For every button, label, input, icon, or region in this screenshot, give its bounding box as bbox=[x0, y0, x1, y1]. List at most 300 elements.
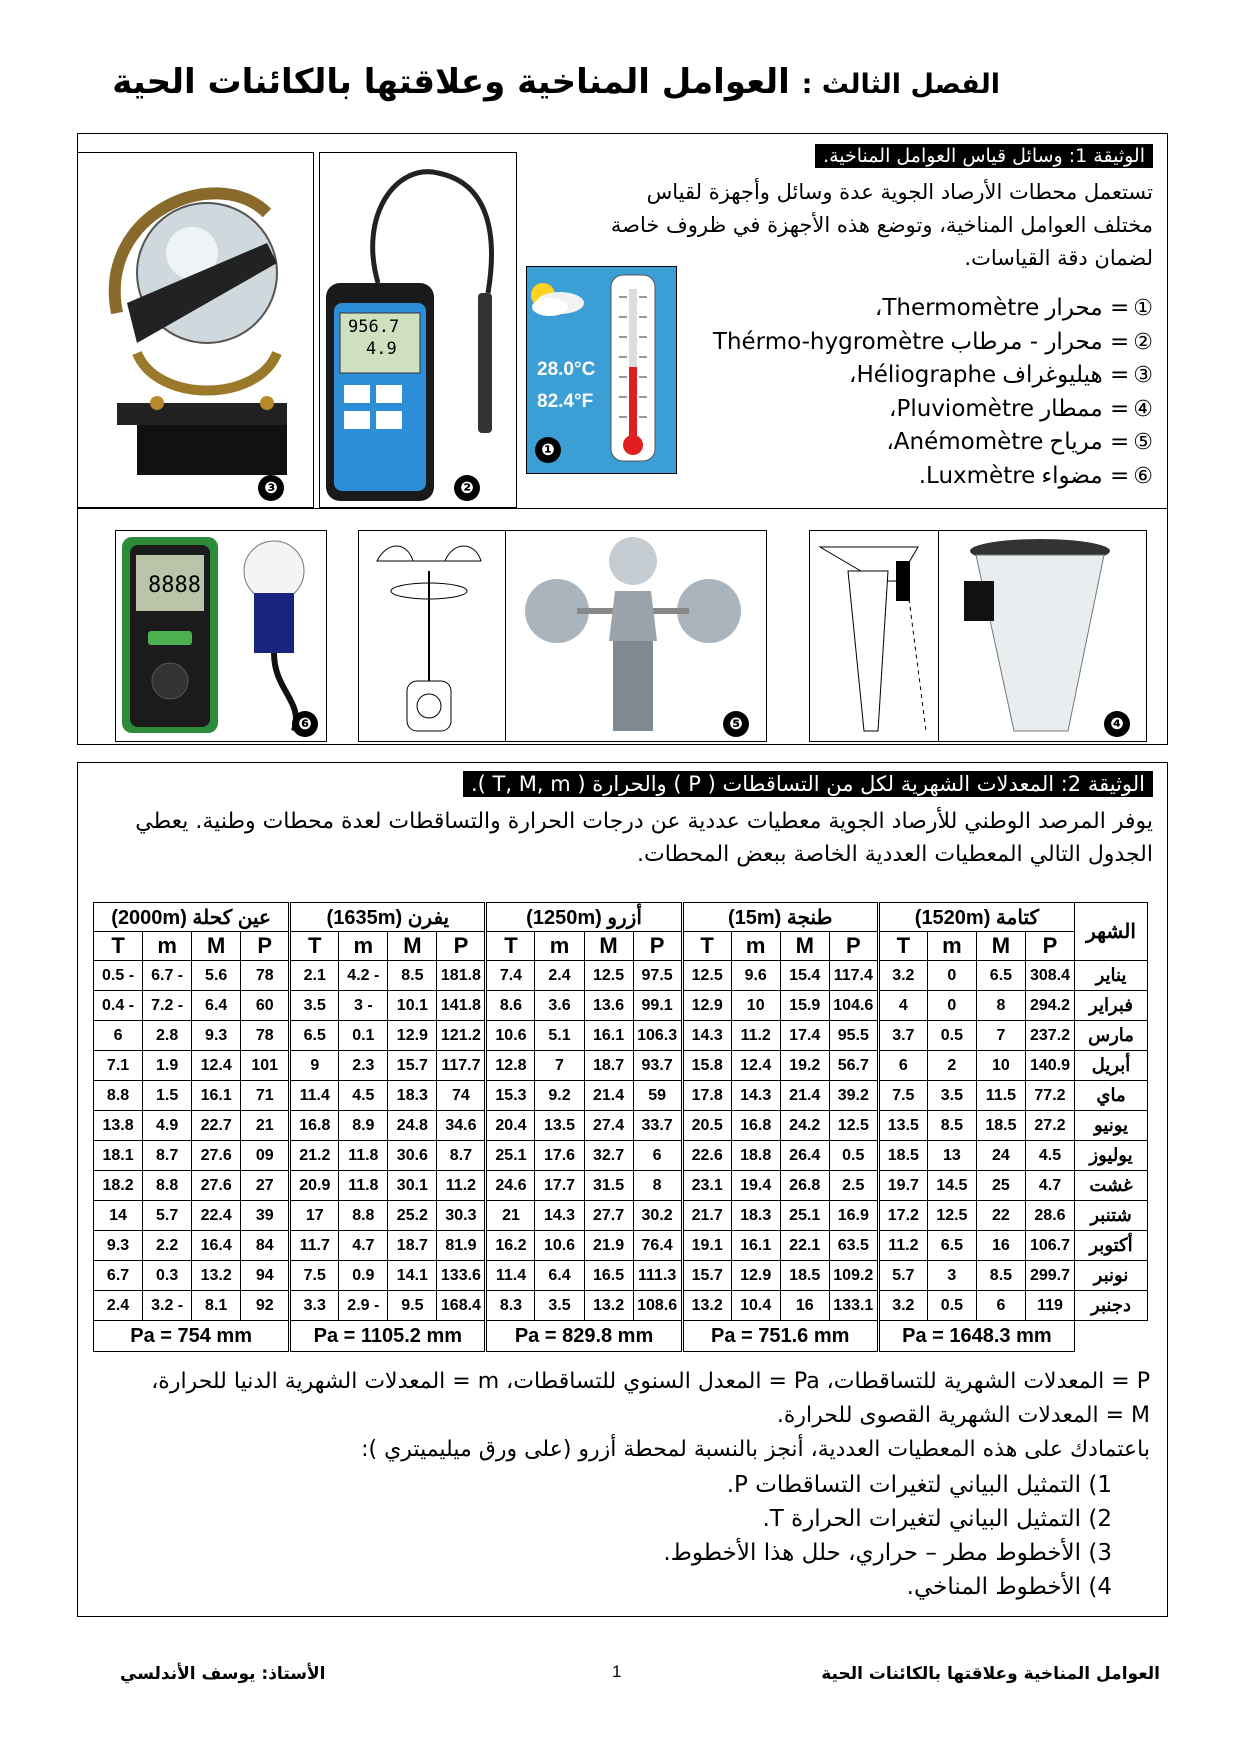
data-cell: 19.1 bbox=[682, 1231, 731, 1261]
footer-teacher: الأستاذ: يوسف الأندلسي bbox=[120, 1664, 326, 1684]
data-cell: 11.2 bbox=[731, 1021, 780, 1051]
data-cell: 63.5 bbox=[829, 1231, 878, 1261]
data-cell: 4 bbox=[878, 991, 927, 1021]
variable-header: m bbox=[143, 932, 192, 961]
variable-header: M bbox=[584, 932, 633, 961]
page-number: 1 bbox=[612, 1662, 622, 1681]
table-row bbox=[94, 1111, 1148, 1141]
data-cell: 12.5 bbox=[584, 961, 633, 991]
badge-5: ❺ bbox=[723, 711, 749, 737]
instrument-punct: ، bbox=[849, 362, 857, 388]
data-cell: 33.7 bbox=[633, 1111, 682, 1141]
data-cell: 12.4 bbox=[731, 1051, 780, 1081]
instrument-french-name: Anémomètre bbox=[893, 429, 1044, 455]
lux-display: 8888 bbox=[148, 573, 201, 598]
data-cell: 3.6 bbox=[535, 991, 584, 1021]
instrument-punct: . bbox=[918, 462, 927, 489]
instrument-arabic-name: = محرار bbox=[1045, 295, 1130, 321]
data-cell: 21.9 bbox=[584, 1231, 633, 1261]
data-cell: 28.6 bbox=[1025, 1201, 1074, 1231]
data-cell: 21 bbox=[241, 1111, 290, 1141]
data-cell: 2.2 bbox=[143, 1231, 192, 1261]
data-cell: 34.6 bbox=[437, 1111, 486, 1141]
data-cell: 76.4 bbox=[633, 1231, 682, 1261]
data-cell: 27.6 bbox=[192, 1141, 241, 1171]
data-cell: 21.7 bbox=[682, 1201, 731, 1231]
anemometer-icon bbox=[358, 531, 766, 742]
data-cell: 17.6 bbox=[535, 1141, 584, 1171]
variable-header: m bbox=[339, 932, 388, 961]
empty-cell bbox=[1075, 1321, 1148, 1352]
data-cell: 140.9 bbox=[1025, 1051, 1074, 1081]
table-row bbox=[94, 1231, 1148, 1261]
data-cell: 17.4 bbox=[780, 1021, 829, 1051]
data-cell: 09 bbox=[241, 1141, 290, 1171]
station-header: يفرن (1635m) bbox=[290, 903, 486, 932]
thermo-hygrometer-image bbox=[319, 152, 517, 508]
data-cell: 17.2 bbox=[878, 1201, 927, 1231]
data-cell: 8.3 bbox=[486, 1291, 535, 1321]
variable-header: m bbox=[731, 932, 780, 961]
data-cell: 12.4 bbox=[192, 1051, 241, 1081]
data-cell: 6 bbox=[878, 1051, 927, 1081]
question-item: 1) التمثيل البياني لتغيرات التساقطات P. bbox=[726, 1472, 1112, 1498]
data-cell: 18.7 bbox=[388, 1231, 437, 1261]
data-cell: 3 bbox=[927, 1261, 976, 1291]
data-cell: 6 bbox=[633, 1141, 682, 1171]
data-cell: 3.2 bbox=[878, 961, 927, 991]
data-cell: 117.7 bbox=[437, 1051, 486, 1081]
doc2-paragraph: يوفر المرصد الوطني للأرصاد الجوية معطيات عددية عن درجات الحرارة والتساقطات لعدة محطات وطنية. يعطي الجدول التالي المعطيات العددية الخاصة ببعض المحطات. bbox=[135, 809, 1153, 867]
data-cell: 11.8 bbox=[339, 1171, 388, 1201]
month-cell: نونبر bbox=[1075, 1261, 1148, 1291]
data-cell: 93.7 bbox=[633, 1051, 682, 1081]
data-cell: 99.1 bbox=[633, 991, 682, 1021]
month-cell: أكتوبر bbox=[1075, 1231, 1148, 1261]
data-cell: 10.1 bbox=[388, 991, 437, 1021]
annual-precipitation-cell: Pa = 829.8 mm bbox=[486, 1321, 682, 1352]
anemometer-image bbox=[358, 530, 767, 742]
data-cell: 59 bbox=[633, 1081, 682, 1111]
data-cell: 6 bbox=[976, 1291, 1025, 1321]
variable-header: M bbox=[192, 932, 241, 961]
variable-header: T bbox=[290, 932, 339, 961]
climate-data-table bbox=[93, 902, 1148, 1352]
month-cell: يناير bbox=[1075, 961, 1148, 991]
data-cell: 60 bbox=[241, 991, 290, 1021]
data-cell: 11.2 bbox=[878, 1231, 927, 1261]
variable-header-row bbox=[94, 932, 1148, 961]
data-cell: 6.5 bbox=[927, 1231, 976, 1261]
data-cell: 21.4 bbox=[780, 1081, 829, 1111]
footer-chapter: العوامل المناخية وعلاقتها بالكائنات الحية bbox=[821, 1664, 1160, 1684]
doc1-paragraph: تستعمل محطات الأرصاد الجوية عدة وسائل وأجهزة لقياس مختلف العوامل المناخية، وتوضع هذه الأجهزة في ظروف خاصة لضمان دقة القياسات. bbox=[610, 180, 1153, 270]
data-cell: 14.5 bbox=[927, 1171, 976, 1201]
data-cell: 8.5 bbox=[927, 1111, 976, 1141]
instrument-item bbox=[653, 359, 1153, 393]
data-cell: 13.5 bbox=[878, 1111, 927, 1141]
data-cell: - 2.9 bbox=[339, 1291, 388, 1321]
data-cell: 24.8 bbox=[388, 1111, 437, 1141]
data-cell: 4.5 bbox=[339, 1081, 388, 1111]
data-cell: 14 bbox=[94, 1201, 143, 1231]
variable-header: T bbox=[94, 932, 143, 961]
badge-1: ❶ bbox=[535, 437, 561, 463]
data-cell: 108.6 bbox=[633, 1291, 682, 1321]
data-cell: 0.3 bbox=[143, 1261, 192, 1291]
data-cell: 16.8 bbox=[290, 1111, 339, 1141]
question-item: 2) التمثيل البياني لتغيرات الحرارة T. bbox=[762, 1506, 1112, 1532]
doc2-heading: الوثيقة 2: المعدلات الشهرية لكل من التساقطات ( P ) والحرارة ( T, M, m ). bbox=[463, 771, 1153, 797]
thermometer-image bbox=[526, 266, 677, 474]
station-header-row bbox=[94, 903, 1148, 932]
data-cell: 19.4 bbox=[731, 1171, 780, 1201]
data-cell: 17.8 bbox=[682, 1081, 731, 1111]
badge-4: ❹ bbox=[1104, 711, 1130, 737]
data-cell: 30.1 bbox=[388, 1171, 437, 1201]
data-cell: 81.9 bbox=[437, 1231, 486, 1261]
data-cell: 15.3 bbox=[486, 1081, 535, 1111]
doc1-heading: الوثيقة 1: وسائل قياس العوامل المناخية. bbox=[815, 144, 1153, 168]
data-cell: 27.4 bbox=[584, 1111, 633, 1141]
data-cell: 22.4 bbox=[192, 1201, 241, 1231]
data-cell: 6.5 bbox=[976, 961, 1025, 991]
data-cell: 15.7 bbox=[682, 1261, 731, 1291]
data-cell: 1.5 bbox=[143, 1081, 192, 1111]
data-cell: 11.5 bbox=[976, 1081, 1025, 1111]
data-cell: 8 bbox=[633, 1171, 682, 1201]
data-cell: 13.2 bbox=[192, 1261, 241, 1291]
thermo-fahrenheit: 82.4°F bbox=[537, 391, 594, 412]
data-cell: 16.1 bbox=[584, 1021, 633, 1051]
data-cell: 3.3 bbox=[290, 1291, 339, 1321]
instrument-item bbox=[653, 292, 1153, 326]
data-cell: 12.8 bbox=[486, 1051, 535, 1081]
data-cell: 97.5 bbox=[633, 961, 682, 991]
data-cell: 16.1 bbox=[731, 1231, 780, 1261]
data-cell: 1.9 bbox=[143, 1051, 192, 1081]
data-cell: 25 bbox=[976, 1171, 1025, 1201]
data-cell: 11.4 bbox=[290, 1081, 339, 1111]
data-cell: 27.2 bbox=[1025, 1111, 1074, 1141]
data-cell: 15.9 bbox=[780, 991, 829, 1021]
data-cell: 6.5 bbox=[290, 1021, 339, 1051]
data-cell: 22 bbox=[976, 1201, 1025, 1231]
data-cell: 10.6 bbox=[486, 1021, 535, 1051]
data-cell: 13.2 bbox=[682, 1291, 731, 1321]
table-row bbox=[94, 961, 1148, 991]
data-cell: - 0.4 bbox=[94, 991, 143, 1021]
table-row bbox=[94, 1201, 1148, 1231]
data-cell: 104.6 bbox=[829, 991, 878, 1021]
data-cell: - 3.2 bbox=[143, 1291, 192, 1321]
data-cell: 10 bbox=[731, 991, 780, 1021]
table-row bbox=[94, 1171, 1148, 1201]
data-cell: 0.9 bbox=[339, 1261, 388, 1291]
data-cell: 18.3 bbox=[388, 1081, 437, 1111]
data-cell: 23.1 bbox=[682, 1171, 731, 1201]
data-cell: 117.4 bbox=[829, 961, 878, 991]
station-header: عين كحلة (2000m) bbox=[94, 903, 290, 932]
data-cell: 20.4 bbox=[486, 1111, 535, 1141]
instrument-french-name: Pluviomètre bbox=[896, 395, 1035, 422]
data-cell: 9.3 bbox=[192, 1021, 241, 1051]
variable-header: P bbox=[241, 932, 290, 961]
month-cell: ماي bbox=[1075, 1081, 1148, 1111]
variable-header: P bbox=[633, 932, 682, 961]
data-cell: 24 bbox=[976, 1141, 1025, 1171]
legend bbox=[90, 1365, 1150, 1467]
data-cell: 4.7 bbox=[339, 1231, 388, 1261]
data-cell: 78 bbox=[241, 1021, 290, 1051]
page-title bbox=[100, 62, 1000, 102]
data-cell: 16.4 bbox=[192, 1231, 241, 1261]
data-cell: 8 bbox=[976, 991, 1025, 1021]
data-cell: 16.2 bbox=[486, 1231, 535, 1261]
instrument-item bbox=[653, 326, 1153, 360]
data-cell: 8.7 bbox=[143, 1141, 192, 1171]
data-cell: 0.5 bbox=[829, 1141, 878, 1171]
instrument-number: ⑥ bbox=[1133, 463, 1153, 489]
variable-header: T bbox=[682, 932, 731, 961]
data-cell: 16 bbox=[976, 1231, 1025, 1261]
instrument-punct: ، bbox=[889, 395, 897, 422]
data-cell: 18.5 bbox=[780, 1261, 829, 1291]
data-cell: 14.1 bbox=[388, 1261, 437, 1291]
data-cell: 8.5 bbox=[388, 961, 437, 991]
data-cell: 25.1 bbox=[486, 1141, 535, 1171]
data-cell: 133.1 bbox=[829, 1291, 878, 1321]
data-cell: 181.8 bbox=[437, 961, 486, 991]
data-cell: 13 bbox=[927, 1141, 976, 1171]
badge-3: ❸ bbox=[258, 475, 284, 501]
data-cell: 84 bbox=[241, 1231, 290, 1261]
data-cell: 27.6 bbox=[192, 1171, 241, 1201]
data-cell: 26.8 bbox=[780, 1171, 829, 1201]
data-cell: 101 bbox=[241, 1051, 290, 1081]
annual-precipitation-cell: Pa = 1648.3 mm bbox=[878, 1321, 1074, 1352]
data-cell: 31.5 bbox=[584, 1171, 633, 1201]
data-cell: 4.9 bbox=[143, 1111, 192, 1141]
data-cell: 12.5 bbox=[927, 1201, 976, 1231]
badge-2: ❷ bbox=[454, 475, 480, 501]
station-header: كتامة (1520m) bbox=[878, 903, 1074, 932]
instrument-list bbox=[653, 292, 1153, 493]
data-cell: 11.4 bbox=[486, 1261, 535, 1291]
month-cell: مارس bbox=[1075, 1021, 1148, 1051]
thermo-celsius: 28.0°C bbox=[537, 359, 596, 380]
data-cell: 18.5 bbox=[976, 1111, 1025, 1141]
data-cell: 78 bbox=[241, 961, 290, 991]
data-cell: 10.6 bbox=[535, 1231, 584, 1261]
variable-header: M bbox=[976, 932, 1025, 961]
data-cell: 12.9 bbox=[682, 991, 731, 1021]
data-cell: 11.8 bbox=[339, 1141, 388, 1171]
data-cell: 15.7 bbox=[388, 1051, 437, 1081]
data-cell: 21.4 bbox=[584, 1081, 633, 1111]
instrument-arabic-name: = ممطار bbox=[1040, 395, 1130, 422]
variable-header: P bbox=[1025, 932, 1074, 961]
data-cell: 22.7 bbox=[192, 1111, 241, 1141]
question-list bbox=[212, 1468, 1112, 1604]
station-header: أزرو (1250m) bbox=[486, 903, 682, 932]
data-cell: 27.7 bbox=[584, 1201, 633, 1231]
data-cell: 0.5 bbox=[927, 1291, 976, 1321]
data-cell: 5.6 bbox=[192, 961, 241, 991]
data-cell: 12.5 bbox=[829, 1111, 878, 1141]
table-row bbox=[94, 1051, 1148, 1081]
instrument-item bbox=[653, 460, 1153, 494]
data-cell: 119 bbox=[1025, 1291, 1074, 1321]
data-cell: 39 bbox=[241, 1201, 290, 1231]
data-cell: 8.1 bbox=[192, 1291, 241, 1321]
hygro-display-2: 4.9 bbox=[366, 339, 397, 359]
data-cell: 19.2 bbox=[780, 1051, 829, 1081]
data-cell: 26.4 bbox=[780, 1141, 829, 1171]
data-cell: 8.8 bbox=[339, 1201, 388, 1231]
data-cell: 8.6 bbox=[486, 991, 535, 1021]
month-cell: شتنبر bbox=[1075, 1201, 1148, 1231]
table-row bbox=[94, 991, 1148, 1021]
data-cell: 20.9 bbox=[290, 1171, 339, 1201]
instrument-number: ② bbox=[1133, 329, 1153, 355]
instrument-french-name: Thérmo-hygromètre bbox=[712, 328, 945, 355]
data-cell: 2 bbox=[927, 1051, 976, 1081]
data-cell: - 3 bbox=[339, 991, 388, 1021]
data-cell: 9.5 bbox=[388, 1291, 437, 1321]
variable-header: m bbox=[927, 932, 976, 961]
data-cell: 106.7 bbox=[1025, 1231, 1074, 1261]
data-cell: 0.1 bbox=[339, 1021, 388, 1051]
data-cell: - 0.5 bbox=[94, 961, 143, 991]
data-cell: 0 bbox=[927, 961, 976, 991]
badge-6: ❻ bbox=[292, 711, 318, 737]
data-cell: 7.4 bbox=[486, 961, 535, 991]
data-cell: 24.2 bbox=[780, 1111, 829, 1141]
month-header: الشهر bbox=[1075, 903, 1148, 961]
data-cell: 6.4 bbox=[192, 991, 241, 1021]
data-cell: 27 bbox=[241, 1171, 290, 1201]
table-row bbox=[94, 1141, 1148, 1171]
month-cell: دجنبر bbox=[1075, 1291, 1148, 1321]
data-cell: 0 bbox=[927, 991, 976, 1021]
hygro-display-1: 956.7 bbox=[348, 317, 400, 337]
data-cell: 16.9 bbox=[829, 1201, 878, 1231]
table-row bbox=[94, 1291, 1148, 1321]
data-cell: 11.7 bbox=[290, 1231, 339, 1261]
chapter-title: العوامل المناخية وعلاقتها بالكائنات الحية bbox=[112, 62, 790, 102]
data-cell: 9.3 bbox=[94, 1231, 143, 1261]
data-cell: 2.5 bbox=[829, 1171, 878, 1201]
instrument-number: ① bbox=[1133, 296, 1153, 321]
variable-header: P bbox=[829, 932, 878, 961]
instrument-arabic-name: = مرياح bbox=[1049, 429, 1130, 455]
instrument-number: ④ bbox=[1133, 396, 1153, 422]
data-cell: 10.4 bbox=[731, 1291, 780, 1321]
data-cell: 14.3 bbox=[682, 1021, 731, 1051]
data-cell: 237.2 bbox=[1025, 1021, 1074, 1051]
data-cell: 7 bbox=[535, 1051, 584, 1081]
instruction: باعتمادك على هذه المعطيات العددية، أنجز بالنسبة لمحطة أزرو (على ورق ميليميتري ): bbox=[361, 1437, 1150, 1462]
data-cell: 294.2 bbox=[1025, 991, 1074, 1021]
table-row bbox=[94, 1081, 1148, 1111]
data-cell: 14.3 bbox=[731, 1081, 780, 1111]
variable-header: T bbox=[486, 932, 535, 961]
data-cell: 7.5 bbox=[878, 1081, 927, 1111]
data-cell: 141.8 bbox=[437, 991, 486, 1021]
month-cell: غشت bbox=[1075, 1171, 1148, 1201]
data-cell: 3.5 bbox=[535, 1291, 584, 1321]
legend-line-1: P = المعدلات الشهرية للتساقطات، Pa = المعدل السنوي للتساقطات، m = المعدلات الشهرية الدنيا للحرارة، bbox=[151, 1369, 1150, 1394]
data-cell: 16.5 bbox=[584, 1261, 633, 1291]
instrument-number: ③ bbox=[1133, 363, 1153, 388]
pluviometer-icon bbox=[809, 531, 1146, 742]
data-cell: - 4.2 bbox=[339, 961, 388, 991]
data-cell: 6 bbox=[94, 1021, 143, 1051]
data-cell: 3.5 bbox=[927, 1081, 976, 1111]
data-cell: 8.8 bbox=[143, 1171, 192, 1201]
data-cell: 77.2 bbox=[1025, 1081, 1074, 1111]
annual-precipitation-cell: Pa = 754 mm bbox=[94, 1321, 290, 1352]
station-header: طنجة (15m) bbox=[682, 903, 878, 932]
data-cell: 8.9 bbox=[339, 1111, 388, 1141]
month-cell: فبراير bbox=[1075, 991, 1148, 1021]
data-cell: 13.2 bbox=[584, 1291, 633, 1321]
data-cell: 16.8 bbox=[731, 1111, 780, 1141]
data-cell: 12.9 bbox=[731, 1261, 780, 1291]
data-cell: 2.8 bbox=[143, 1021, 192, 1051]
variable-header: M bbox=[780, 932, 829, 961]
chapter-label: الفصل الثالث : bbox=[801, 69, 1000, 100]
data-cell: 25.1 bbox=[780, 1201, 829, 1231]
data-cell: 4.5 bbox=[1025, 1141, 1074, 1171]
instrument-french-name: Héliographe bbox=[856, 362, 997, 388]
data-cell: 299.7 bbox=[1025, 1261, 1074, 1291]
legend-line-2: M = المعدلات الشهرية القصوى للحرارة. bbox=[776, 1403, 1150, 1428]
data-cell: 111.3 bbox=[633, 1261, 682, 1291]
data-cell: 13.6 bbox=[584, 991, 633, 1021]
data-cell: 2.3 bbox=[339, 1051, 388, 1081]
data-cell: 15.8 bbox=[682, 1051, 731, 1081]
data-cell: 6.7 bbox=[94, 1261, 143, 1291]
instrument-arabic-name: = مضواء bbox=[1041, 462, 1130, 489]
data-cell: 9.2 bbox=[535, 1081, 584, 1111]
data-cell: 12.9 bbox=[388, 1021, 437, 1051]
data-cell: 3.2 bbox=[878, 1291, 927, 1321]
data-cell: 30.2 bbox=[633, 1201, 682, 1231]
data-cell: 5.7 bbox=[878, 1261, 927, 1291]
instrument-punct: ، bbox=[874, 295, 883, 321]
data-cell: 168.4 bbox=[437, 1291, 486, 1321]
table-row bbox=[94, 1261, 1148, 1291]
data-cell: 15.4 bbox=[780, 961, 829, 991]
data-cell: 71 bbox=[241, 1081, 290, 1111]
data-cell: 106.3 bbox=[633, 1021, 682, 1051]
heliograph-icon bbox=[78, 153, 313, 508]
data-cell: 8.8 bbox=[94, 1081, 143, 1111]
data-cell: 18.8 bbox=[731, 1141, 780, 1171]
data-cell: 56.7 bbox=[829, 1051, 878, 1081]
instrument-punct: ، bbox=[886, 429, 894, 455]
data-cell: 9.6 bbox=[731, 961, 780, 991]
data-cell: 18.2 bbox=[94, 1171, 143, 1201]
data-cell: 92 bbox=[241, 1291, 290, 1321]
data-cell: 14.3 bbox=[535, 1201, 584, 1231]
data-cell: 18.5 bbox=[878, 1141, 927, 1171]
variable-header: T bbox=[878, 932, 927, 961]
data-cell: 94 bbox=[241, 1261, 290, 1291]
annual-precipitation-row bbox=[94, 1321, 1148, 1352]
